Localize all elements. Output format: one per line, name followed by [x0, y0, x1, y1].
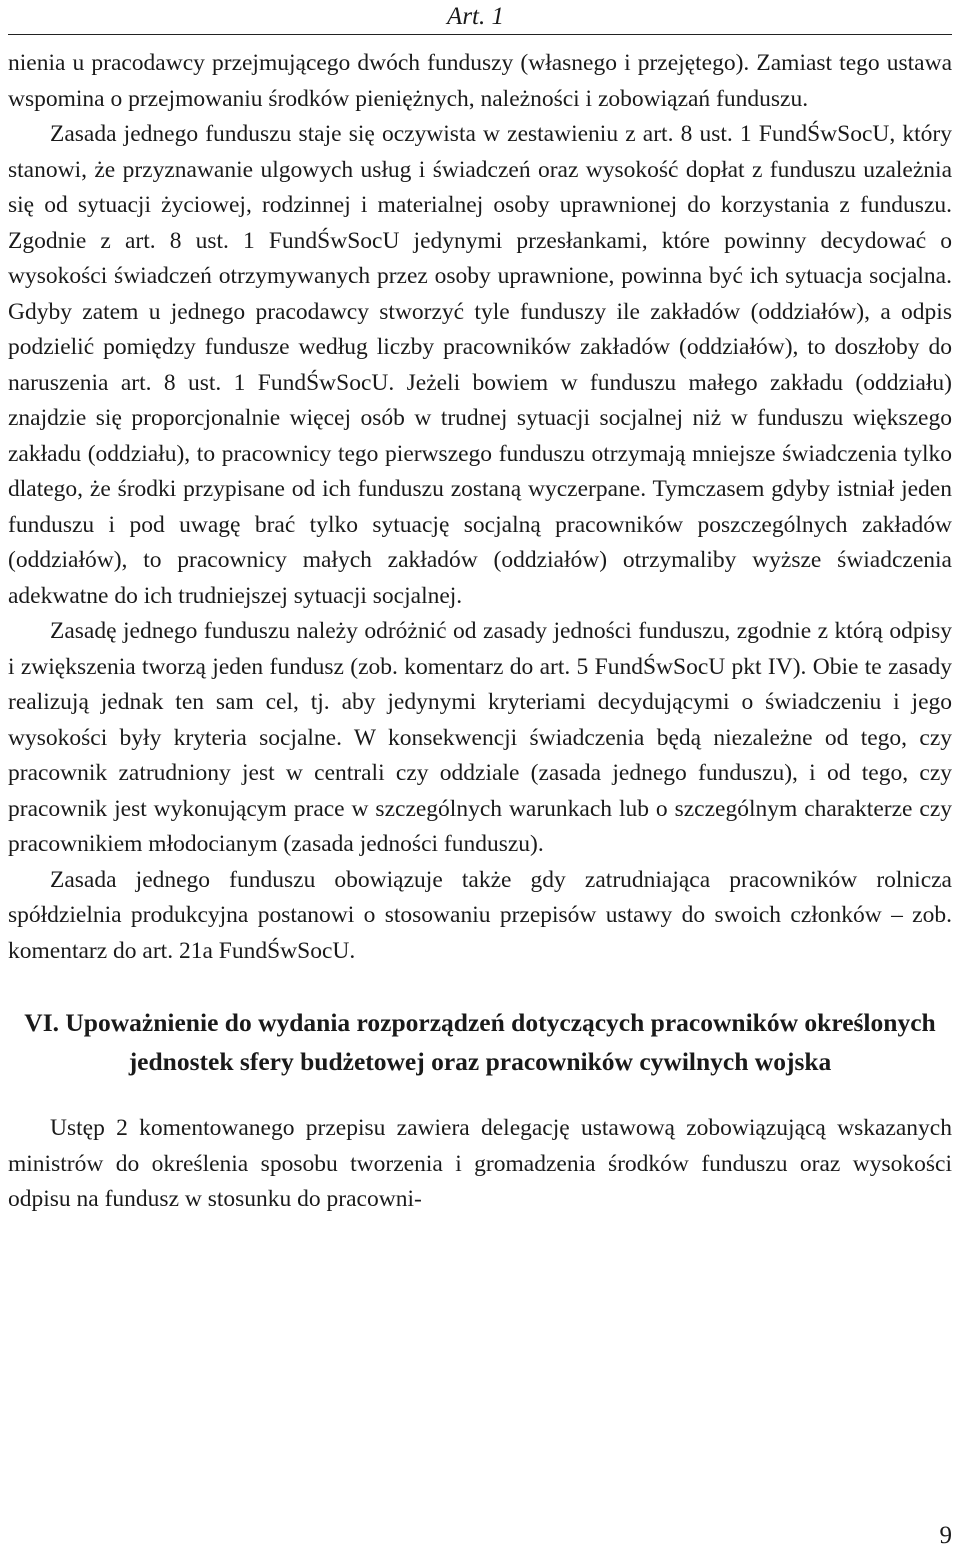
body-text	[8, 46, 952, 1218]
section-heading: VI. Upoważnienie do wydania rozporządzeń dotyczących pracowników określonych jednostek sfery budżetowej oraz pracowników cywilnych wojska	[24, 1008, 936, 1076]
running-title: Art. 1	[447, 3, 504, 30]
paragraph-continuation: nienia u pracodawcy przejmującego dwóch funduszy (własnego i przejętego). Zamiast tego ustawa wspomina o przejmowaniu środków pieniężnych, należności i zobowiązań funduszu.	[8, 50, 952, 112]
paragraph-section-vi: Ustęp 2 komentowanego przepisu zawiera delegację ustawową zobowiązującą wskazanych ministrów do określenia sposobu tworzenia i gromadzenia środków funduszu oraz wysokości odpisu na fundusz w stosunku do pracowni-	[8, 1115, 952, 1212]
paragraph-zasada-jednosci: Zasadę jednego funduszu należy odróżnić od zasady jedności funduszu, zgodnie z którą odpisy i zwiększenia tworzą jeden fundusz (zob. komentarz do art. 5 FundŚwSocU pkt IV). Obie te zasady realizują jednak ten sam cel, tj. aby jedynymi kryteriami decydującymi o świadczeniu i jego wysokości były kryteria socjalne. W konsekwencji świadczenia będą niezależne od tego, czy pracownik zatrudniony jest w centrali czy oddziale (zasada jednego funduszu), i od tego, czy pracownik jest wykonującym prace w szczególnych warunkach lub o szczególnym charakterze czy pracownikiem młodocianym (zasada jedności funduszu).	[8, 618, 952, 857]
running-header	[8, 2, 952, 35]
paragraph-rolnicza-spoldzielnia: Zasada jednego funduszu obowiązuje także gdy zatrudniająca pracowników rolnicza spółdzielnia produkcyjna postanowi o stosowaniu przepisów ustawy do swoich członków – zob. komentarz do art. 21a FundŚwSocU.	[8, 866, 952, 964]
paragraph-zasada-jednego-funduszu: Zasada jednego funduszu staje się oczywista w zestawieniu z art. 8 ust. 1 FundŚwSocU, który stanowi, że przyznawanie ulgowych usług i świadczeń oraz wysokość dopłat z funduszu uzależnia się od sytuacji życiowej, rodzinnej i materialnej osoby uprawnionej do korzystania z funduszu. Zgodnie z art. 8 ust. 1 FundŚwSocU jedynymi przesłankami, które powinny decydować o wysokości świadczeń otrzymywanych przez osoby uprawnione, powinna być ich sytuacja socjalna. Gdyby zatem u jednego pracodawcy stworzyć tyle funduszy ile zakładów (oddziałów), a odpis podzielić pomiędzy fundusze według liczby pracowników zakładów (oddziałów), to doszłoby do naruszenia art. 8 ust. 1 FundŚwSocU. Jeżeli bowiem w funduszu małego zakładu (oddziału) znajdzie się proporcjonalnie więcej osób w trudnej sytuacji socjalnej niż w funduszu większego zakładu (oddziału), to pracownicy tego pierwszego funduszu otrzymają mniejsze świadczenia tylko dlatego, że środki przypisane od ich funduszu zostaną wyczerpane. Tymczasem gdyby istniał jeden funduszu i pod uwagę brać tylko sytuację socjalną pracowników poszczególnych zakładów (oddziałów), to pracownicy małych zakładów (oddziałów) otrzymaliby wyższe świadczenia adekwatne do ich trudniejszej sytuacji socjalnej.	[8, 121, 952, 609]
page-number: 9	[939, 1522, 952, 1549]
